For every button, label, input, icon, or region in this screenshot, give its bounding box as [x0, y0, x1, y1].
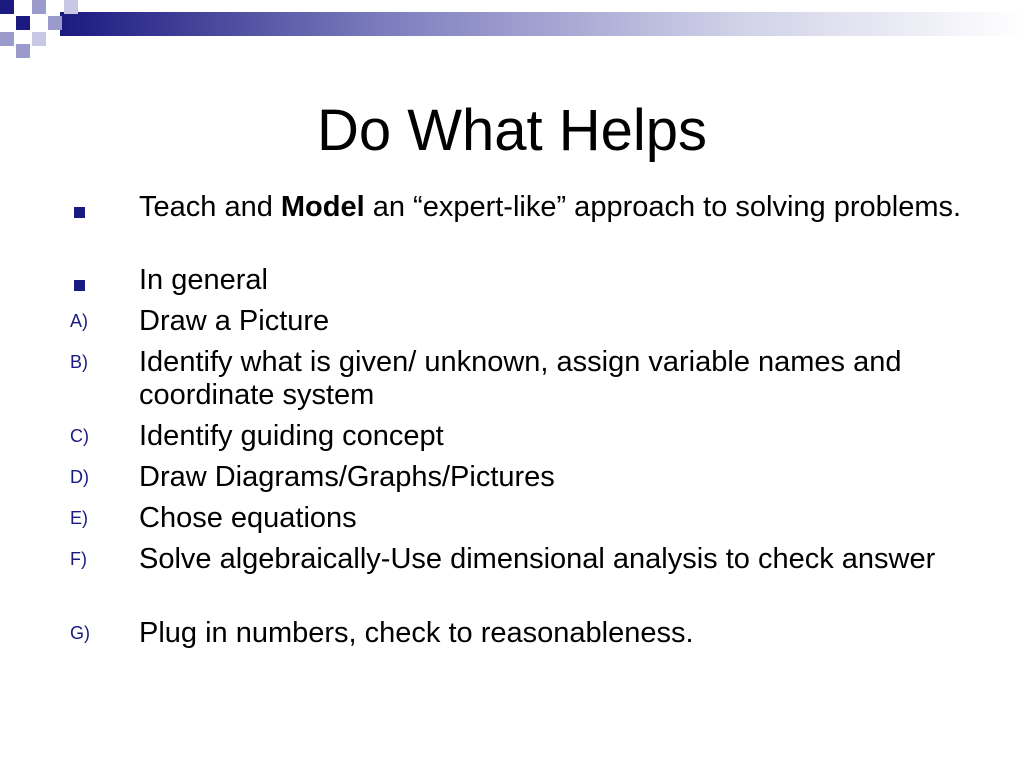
list-item-text: In general [139, 264, 268, 296]
slide-title: Do What Helps [316, 98, 708, 163]
list-item-text: Teach and Model an “expert-like” approach to solving problems. [139, 191, 962, 223]
list-item-text: Draw a Picture [139, 305, 330, 337]
list-marker: G) [70, 623, 90, 643]
list-item-text: Identify what is given/ unknown, assign variable names and coordinate system [139, 346, 902, 411]
list-item-text: Solve algebraically-Use dimensional analysis to check answer [139, 543, 936, 575]
list-item-text: Plug in numbers, check to reasonableness. [139, 617, 694, 649]
list-marker: D) [70, 467, 89, 487]
list-item-text: Draw Diagrams/Graphs/Pictures [139, 461, 555, 493]
list-marker: A) [70, 311, 88, 331]
list-item-text: Chose equations [139, 502, 357, 534]
list-marker: E) [70, 508, 88, 528]
list-marker: F) [70, 549, 87, 569]
bullet-square-icon [74, 280, 85, 291]
bold-emphasis: Model [280, 191, 365, 223]
list-marker: C) [70, 426, 89, 446]
list-marker: B) [70, 352, 88, 372]
list-item-text: Identify guiding concept [139, 420, 444, 452]
bullet-square-icon [74, 207, 85, 218]
